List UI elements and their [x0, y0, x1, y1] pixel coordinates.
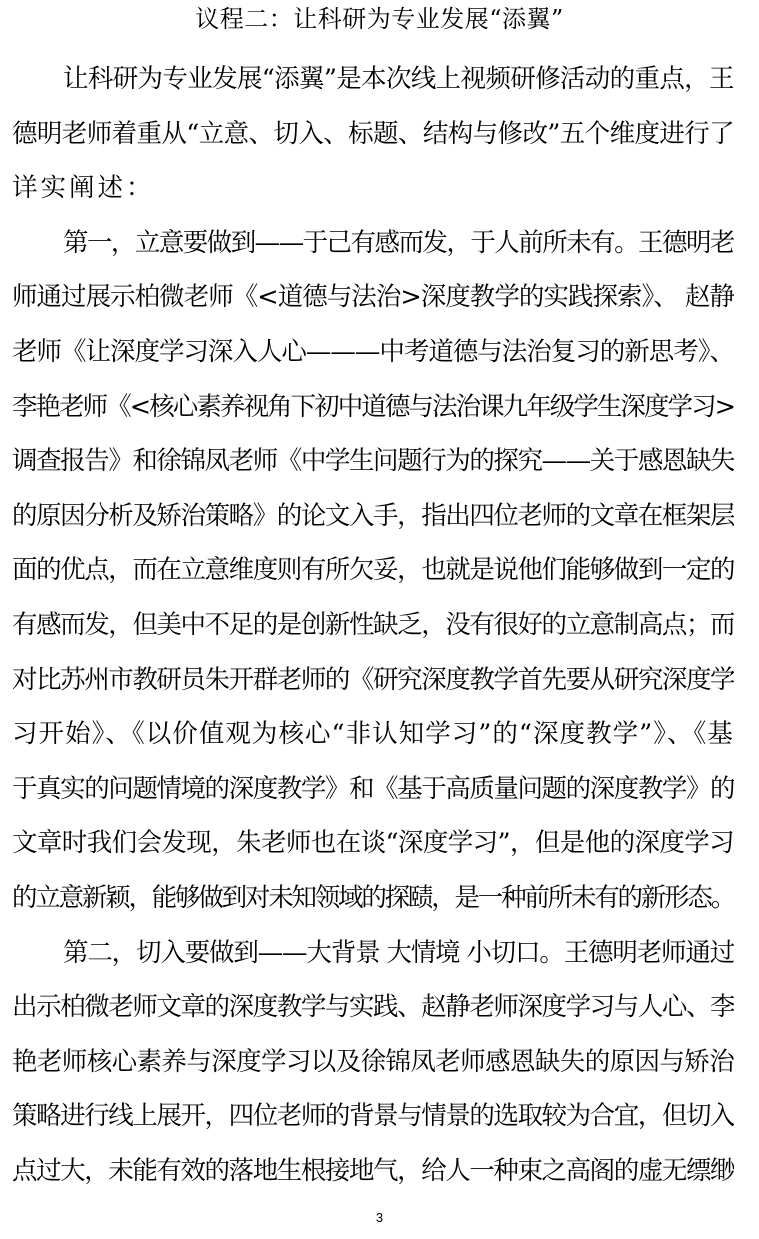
text-line: 的立意新颖，能够做到对未知领域的探赜，是一种前所未有的新形态。	[12, 882, 734, 913]
text-line: 德明老师着重从“立意、切入、标题、结构与修改”五个维度进行了	[12, 118, 734, 149]
text-line: 策略进行线上展开，四位老师的背景与情景的选取较为合宜，但切入	[12, 1101, 734, 1132]
text-line: 文章时我们会发现，朱老师也在谈“深度学习”，但是他的深度学习	[12, 828, 734, 859]
text-line: 的原因分析及矫治策略》的论文入手，指出四位老师的文章在框架层	[12, 500, 734, 531]
page-number: 3	[375, 1210, 384, 1225]
text-line: 艳老师核心素养与深度学习以及徐锦凤老师感恩缺失的原因与矫治	[12, 1046, 734, 1077]
text-line: 出示柏微老师文章的深度教学与实践、赵静老师深度学习与人心、李	[12, 992, 734, 1023]
text-line: 第二，切入要做到——大背景 大情境 小切口。王德明老师通过	[63, 937, 734, 968]
section-heading: 议程二：让科研为专业发展“添翼”	[195, 5, 564, 33]
text-line: 让科研为专业发展“添翼”是本次线上视频研修活动的重点，王	[63, 64, 734, 94]
text-line: 第一，立意要做到——于己有感而发，于人前所未有。王德明老	[63, 227, 734, 258]
text-line: 面的优点，而在立意维度则有所欠妥，也就是说他们能够做到一定的	[12, 555, 734, 586]
text-line: 有感而发，但美中不足的是创新性缺乏，没有很好的立意制高点；而	[12, 609, 734, 640]
text-line: 师通过展示柏微老师《<道德与法治>深度教学的实践探索》、 赵静	[12, 282, 734, 313]
text-line: 于真实的问题情境的深度教学》和《基于高质量问题的深度教学》的	[12, 773, 734, 804]
body-text	[12, 52, 734, 1198]
text-line: 老师《让深度学习深入人心———中考道德与法治复习的新思考》、	[12, 336, 734, 367]
text-line: 李艳老师《<核心素养视角下初中道德与法治课九年级学生深度学习>	[12, 391, 734, 422]
text-line: 详实阐述：	[12, 173, 155, 204]
text-line: 对比苏州市教研员朱开群老师的《研究深度教学首先要从研究深度学	[12, 664, 734, 695]
text-line: 点过大，未能有效的落地生根接地气，给人一种束之高阁的虚无缥缈	[12, 1155, 734, 1186]
text-line: 习开始》、《以价值观为核心“非认知学习”的“深度教学”》、《基	[12, 719, 734, 750]
text-line: 调查报告》和徐锦凤老师《中学生问题行为的探究——关于感恩缺失	[12, 446, 734, 477]
